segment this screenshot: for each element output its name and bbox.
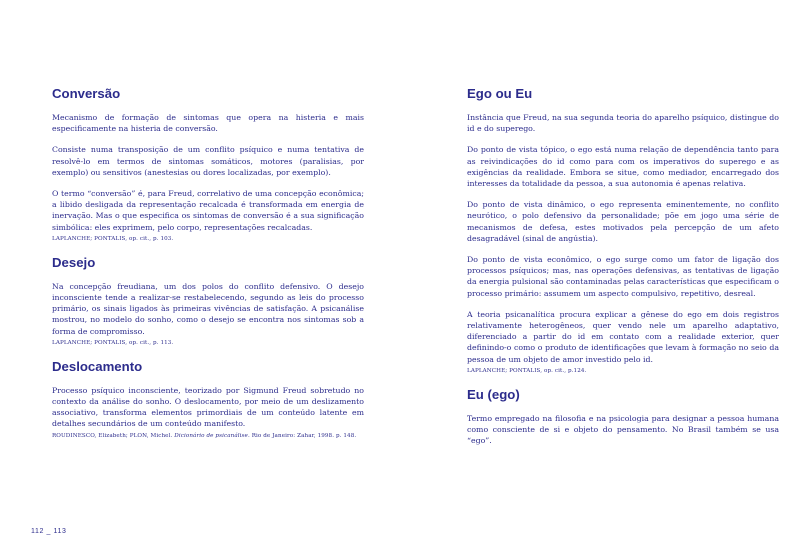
entry-deslocamento <box>52 359 364 440</box>
entry-paragraph: A teoria psicanalítica procura explicar a gênese do ego em dois registros relativamente heterogêneos, quer vendo nele um aparelho adaptativo, diferenciado a partir do id em contato com a realidade exterior, quer definindo-o como o produto de identificações que levam à formação no seio da pessoa de um objeto de amor investido pelo id. <box>467 309 779 364</box>
entry-paragraph: O termo “conversão” é, para Freud, correlativo de uma concepção econômica; a libido desligada da representação recalcada é transformada em energia de inervação. Mas o que especifica os sintomas de conversão é a sua significação simbólica: eles exprimem, pelo corpo, representações recalcadas. <box>52 189 364 232</box>
entry-title: Desejo <box>52 254 96 270</box>
entry-paragraph: Do ponto de vista dinâmico, o ego representa eminentemente, no conflito neurótico, o polo defensivo da personalidade; põe em jogo uma série de mecanismos de defesa, estes motivados pela percepção de um afeto desagradável (sinal de angústia). <box>467 200 779 243</box>
entry-paragraph: Mecanismo de formação de sintomas que opera na histeria e mais especificamente na histeria de conversão. <box>52 113 364 134</box>
source-publisher: . Rio de Janeiro: Zahar, 1998. p. 148. <box>247 432 357 439</box>
entry-desejo <box>52 255 364 347</box>
entry-title: Eu (ego) <box>467 386 520 402</box>
entry-source: LAPLANCHE; PONTALIS, op. cit., p. 103. <box>52 235 174 242</box>
entry-paragraph: Do ponto de vista econômico, o ego surge como um fator de ligação dos processos psíquicos; mas, nas operações defensivas, as tentativas de ligação da energia pulsional são contaminadas pelas características que especificam o processo primário: assumem um aspecto compulsivo, repetitivo, desreal. <box>467 255 779 298</box>
entry-title: Deslocamento <box>52 358 143 374</box>
entry-title: Ego ou Eu <box>467 86 533 101</box>
entry-paragraph: Processo psíquico inconsciente, teorizado por Sigmund Freud sobretudo no contexto da análise do sonho. O deslocamento, por meio de um deslizamento associativo, transforma elementos primordiais de um conteúdo latente em detalhes secundários de um conteúdo manifesto. <box>52 385 364 429</box>
entry-eu <box>467 387 779 447</box>
entry-paragraph: Consiste numa transposição de um conflito psíquico e numa tentativa de resolvê-lo em termos de sintomas somáticos, motores (paralisias, por exemplo) ou sensitivos (anestesias ou dores localizadas, por exemplo). <box>52 145 364 177</box>
left-page-column <box>52 86 364 452</box>
entry-conversao <box>52 86 364 243</box>
right-page-column <box>467 86 779 456</box>
entry-paragraph: Termo empregado na filosofia e na psicologia para designar a pessoa humana como consciente de si e objeto do pensamento. No Brasil também se usa “ego”. <box>467 413 779 446</box>
entry-paragraph: Instância que Freud, na sua segunda teoria do aparelho psíquico, distingue do id e do superego. <box>467 113 779 134</box>
source-authors: ROUDINESCO, Elizabeth; PLON, Michel. <box>52 432 173 439</box>
entry-source: LAPLANCHE; PONTALIS, op. cit., p.124. <box>467 367 587 374</box>
entry-paragraph: Do ponto de vista tópico, o ego está numa relação de dependência tanto para as reivindicações do id como para com os imperativos do superego e as exigências da realidade. Embora se situe, como mediador, encarregado dos interesses da totalidade da pessoa, a sua autonomia é apenas relativa. <box>467 145 779 189</box>
entry-paragraph: Na concepção freudiana, um dos polos do conflito defensivo. O desejo inconsciente tende a realizar-se restabelecendo, segundo as leis do processo primário, os sinais ligados às primeiras vivências de satisfação. A psicanálise mostrou, no modelo do sonho, como o desejo se encontra nos sintomas sob a forma de compromisso. <box>52 281 364 336</box>
entry-source <box>52 432 364 440</box>
entry-title: Conversão <box>52 86 121 101</box>
page-numbers: 112 _ 113 <box>31 528 67 535</box>
source-book-title: Dicionário de psicanálise <box>174 432 248 439</box>
entry-source: LAPLANCHE; PONTALIS, op. cit., p. 113. <box>52 339 174 346</box>
entry-ego <box>467 86 779 375</box>
